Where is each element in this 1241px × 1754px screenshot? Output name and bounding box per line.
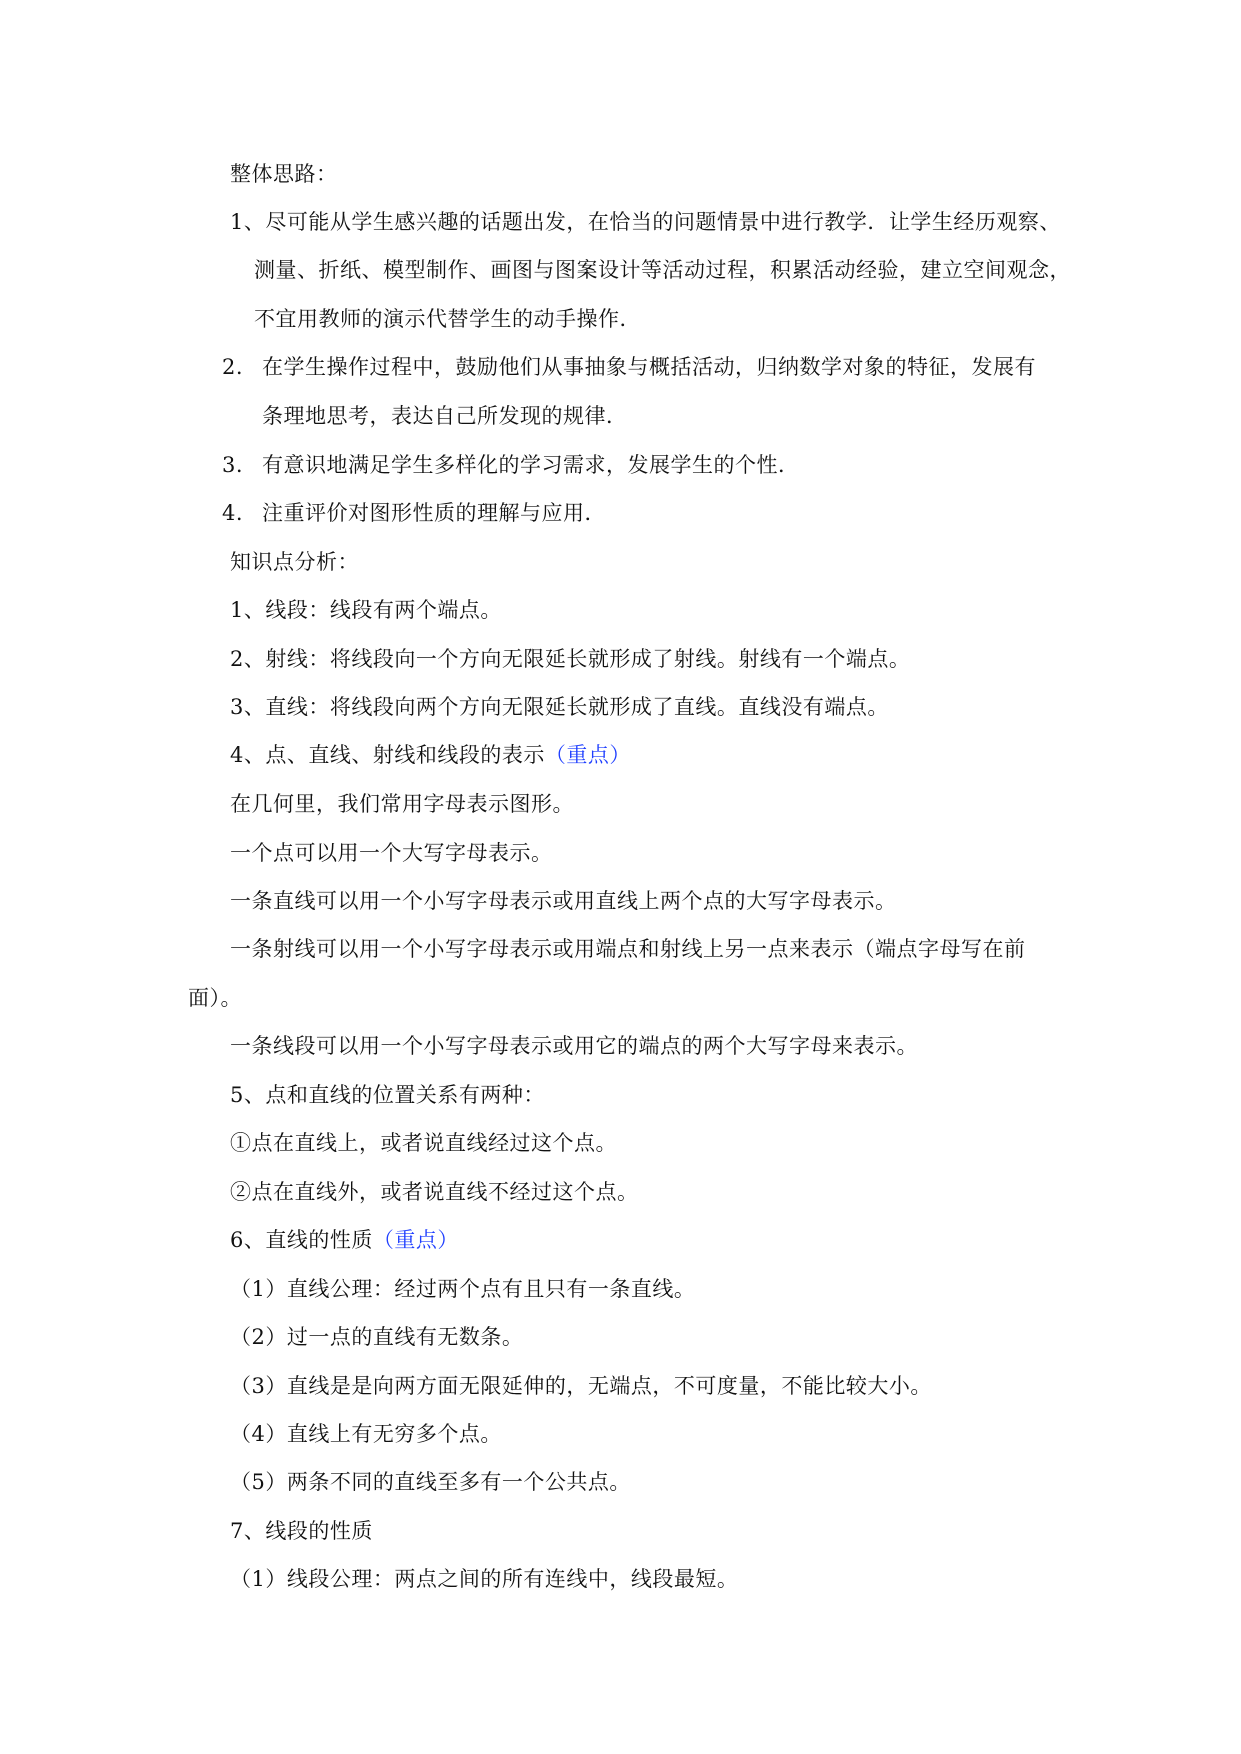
overall-heading: 整体思路： <box>230 162 338 186</box>
knowledge-point-7: 7、线段的性质 <box>230 1519 373 1543</box>
overall-item1-line2: 测量、折纸、模型制作、画图与图案设计等活动过程，积累活动经验，建立空间观念， <box>254 258 1071 282</box>
knowledge-point-4-para-4-line2: 面）。 <box>188 986 242 1010</box>
knowledge-point-6-4: （4）直线上有无穷多个点。 <box>230 1422 502 1446</box>
knowledge-point-5-a: ①点在直线上，或者说直线经过这个点。 <box>230 1131 617 1155</box>
overall-item1-line1: 1、尽可能从学生感兴趣的话题出发，在恰当的问题情景中进行教学．让学生经历观察、 <box>230 210 1061 234</box>
overall-item2-line2: 条理地思考，表达自己所发现的规律． <box>262 404 628 428</box>
overall-item4-text: 注重评价对图形性质的理解与应用． <box>262 501 606 525</box>
overall-item2-number: 2. <box>222 355 244 379</box>
knowledge-point-6-text: 6、直线的性质 <box>230 1228 373 1252</box>
knowledge-point-4-text: 4、点、直线、射线和线段的表示 <box>230 743 545 767</box>
knowledge-point-5-b: ②点在直线外，或者说直线不经过这个点。 <box>230 1180 639 1204</box>
knowledge-point-6-3: （3）直线是是向两方面无限延伸的，无端点，不可度量，不能比较大小。 <box>230 1374 932 1398</box>
knowledge-heading: 知识点分析： <box>230 550 359 574</box>
overall-item2-line1: 在学生操作过程中，鼓励他们从事抽象与概括活动，归纳数学对象的特征，发展有 <box>262 355 1036 379</box>
knowledge-point-7-1: （1）线段公理：两点之间的所有连线中，线段最短。 <box>230 1567 739 1591</box>
knowledge-point-4-para-1: 在几何里，我们常用字母表示图形。 <box>230 792 574 816</box>
knowledge-point-6 <box>230 1226 459 1254</box>
knowledge-point-5: 5、点和直线的位置关系有两种： <box>230 1083 545 1107</box>
knowledge-point-4-para-2: 一个点可以用一个大写字母表示。 <box>230 841 553 865</box>
knowledge-point-2: 2、射线：将线段向一个方向无限延长就形成了射线。射线有一个端点。 <box>230 647 911 671</box>
overall-item3-text: 有意识地满足学生多样化的学习需求，发展学生的个性． <box>262 453 800 477</box>
knowledge-point-1: 1、线段：线段有两个端点。 <box>230 598 502 622</box>
knowledge-point-6-5: （5）两条不同的直线至多有一个公共点。 <box>230 1470 631 1494</box>
knowledge-point-4-para-4-line1: 一条射线可以用一个小写字母表示或用端点和射线上另一点来表示（端点字母写在前 <box>230 937 1026 961</box>
knowledge-point-4 <box>230 741 631 769</box>
overall-item4-number: 4. <box>222 501 244 525</box>
knowledge-point-3: 3、直线：将线段向两个方向无限延长就形成了直线。直线没有端点。 <box>230 695 889 719</box>
overall-item3-number: 3. <box>222 453 244 477</box>
overall-item1-line3: 不宜用教师的演示代替学生的动手操作． <box>254 307 641 331</box>
knowledge-point-4-para-3: 一条直线可以用一个小写字母表示或用直线上两个点的大写字母表示。 <box>230 889 897 913</box>
key-point-marker: （重点） <box>372 1228 459 1252</box>
knowledge-point-4-para-5: 一条线段可以用一个小写字母表示或用它的端点的两个大写字母来表示。 <box>230 1034 918 1058</box>
knowledge-point-6-1: （1）直线公理：经过两个点有且只有一条直线。 <box>230 1277 696 1301</box>
knowledge-point-6-2: （2）过一点的直线有无数条。 <box>230 1325 524 1349</box>
key-point-marker: （重点） <box>544 743 631 767</box>
